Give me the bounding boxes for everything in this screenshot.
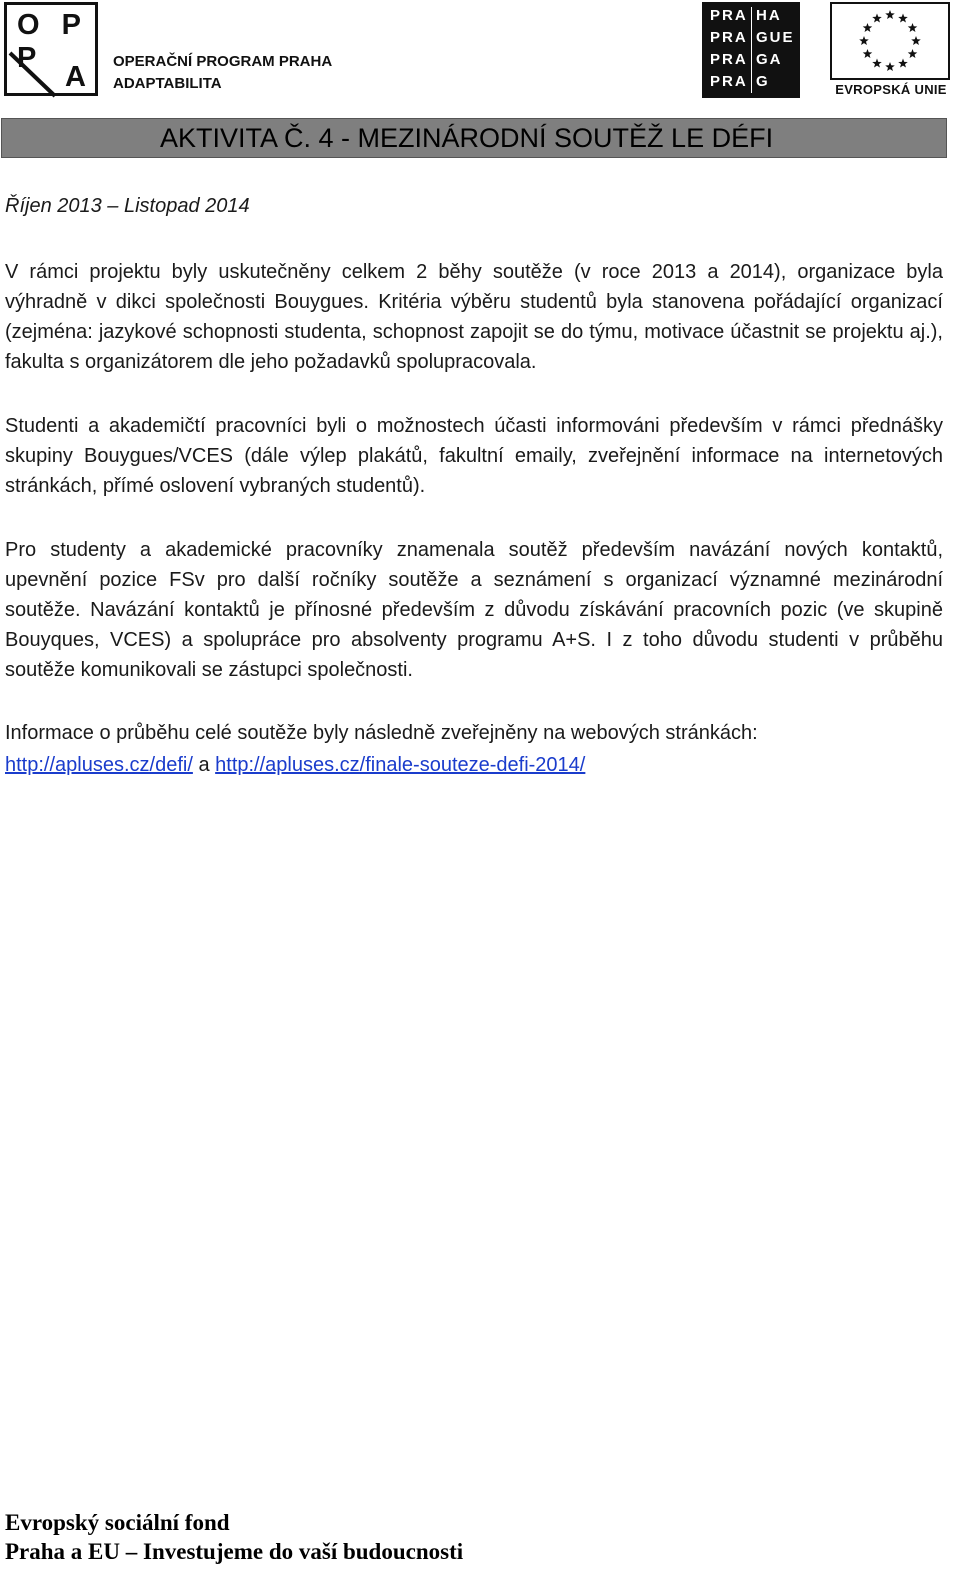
eu-logo-label: EVROPSKÁ UNIE <box>835 82 947 97</box>
footer-line2: Praha a EU – Investujeme do vaší budoucnosti <box>5 1539 464 1564</box>
eu-star-icon <box>908 23 918 32</box>
oppa-logo-line1: OPERAČNÍ PROGRAM PRAHA <box>113 53 333 70</box>
praha-logo-divider <box>751 7 752 93</box>
footer-line1: Evropský sociální fond <box>5 1510 230 1535</box>
praha-logo-left-2: PRA <box>710 29 748 46</box>
eu-star-icon <box>872 59 882 68</box>
eu-star-icon <box>898 59 908 68</box>
praha-logo-right-1: HA <box>756 7 782 24</box>
oppa-logo-mark <box>4 2 98 96</box>
eu-star-icon <box>885 10 895 19</box>
links-connector: a <box>198 754 210 776</box>
oppa-logo-letters: O P P <box>17 9 88 74</box>
eu-logo <box>830 2 952 98</box>
eu-star-icon <box>885 62 895 71</box>
eu-star-icon <box>908 49 918 58</box>
praha-logo-left-4: PRA <box>710 73 748 90</box>
paragraph-1: V rámci projektu byly uskutečněny celkem 2 běhy soutěže (v roce 2013 a 2014), organizace byla výhradně v dikci společnosti Bouygues. Kritéria výběru studentů byla stanovena pořádající organizací (zejména: jazykové schopnosti studenta, schopnost zapojit se do týmu, motivace účastnit se projektu aj.), fakulta s organizátorem dle jeho požadavků spolupracovala. <box>5 261 943 373</box>
link-finale-defi-2014[interactable]: http://apluses.cz/finale-souteze-defi-2014/ <box>215 754 586 776</box>
praha-logo-right-4: G <box>756 73 770 90</box>
links-line <box>5 750 585 780</box>
eu-star-icon <box>911 36 921 45</box>
footer <box>5 1508 463 1566</box>
praha-logo <box>702 2 800 98</box>
eu-star-icon <box>859 36 869 45</box>
eu-flag-icon <box>830 2 950 80</box>
eu-star-icon <box>863 49 873 58</box>
paragraph-4: Informace o průběhu celé soutěže byly následně zveřejněny na webových stránkách: <box>5 722 758 744</box>
date-range: Říjen 2013 – Listopad 2014 <box>5 195 250 217</box>
paragraph-3: Pro studenty a akademické pracovníky znamenala soutěž především navázání nových kontaktů, upevnění pozice FSv pro další ročníky soutěže a seznámení s organizací významné mezinárodní soutěže. Navázání kontaktů je přínosné především z důvodu získávání pracovních pozic (ve skupině Bouyques, VCES) a spolupráce pro absolventy programu A+S. I z toho důvodu studenti v průběhu soutěže komunikovali se zástupci společnosti. <box>5 539 943 681</box>
eu-star-icon <box>863 23 873 32</box>
oppa-logo <box>4 2 344 100</box>
oppa-logo-text <box>113 51 332 95</box>
praha-logo-right-3: GA <box>756 51 783 68</box>
title-bar <box>1 118 947 158</box>
link-defi[interactable]: http://apluses.cz/defi/ <box>5 754 193 776</box>
praha-logo-right-2: GUE <box>756 29 795 46</box>
page-title: AKTIVITA Č. 4 - MEZINÁRODNÍ SOUTĚŽ LE DÉFI <box>160 123 774 153</box>
eu-stars-icon <box>832 4 948 78</box>
oppa-logo-line2: ADAPTABILITA <box>113 75 222 92</box>
paragraph-2: Studenti a akademičtí pracovníci byli o možnostech účasti informováni především v rámci přednášky skupiny Bouygues/VCES (dále výlep plakátů, fakultní emaily, zveřejnění informace na internetových stránkách, přímé oslovení vybraných studentů). <box>5 415 943 497</box>
eu-star-icon <box>872 13 882 22</box>
praha-logo-left-1: PRA <box>710 7 748 24</box>
praha-logo-left-3: PRA <box>710 51 748 68</box>
oppa-logo-letter-a: A <box>65 61 86 93</box>
eu-star-icon <box>898 13 908 22</box>
